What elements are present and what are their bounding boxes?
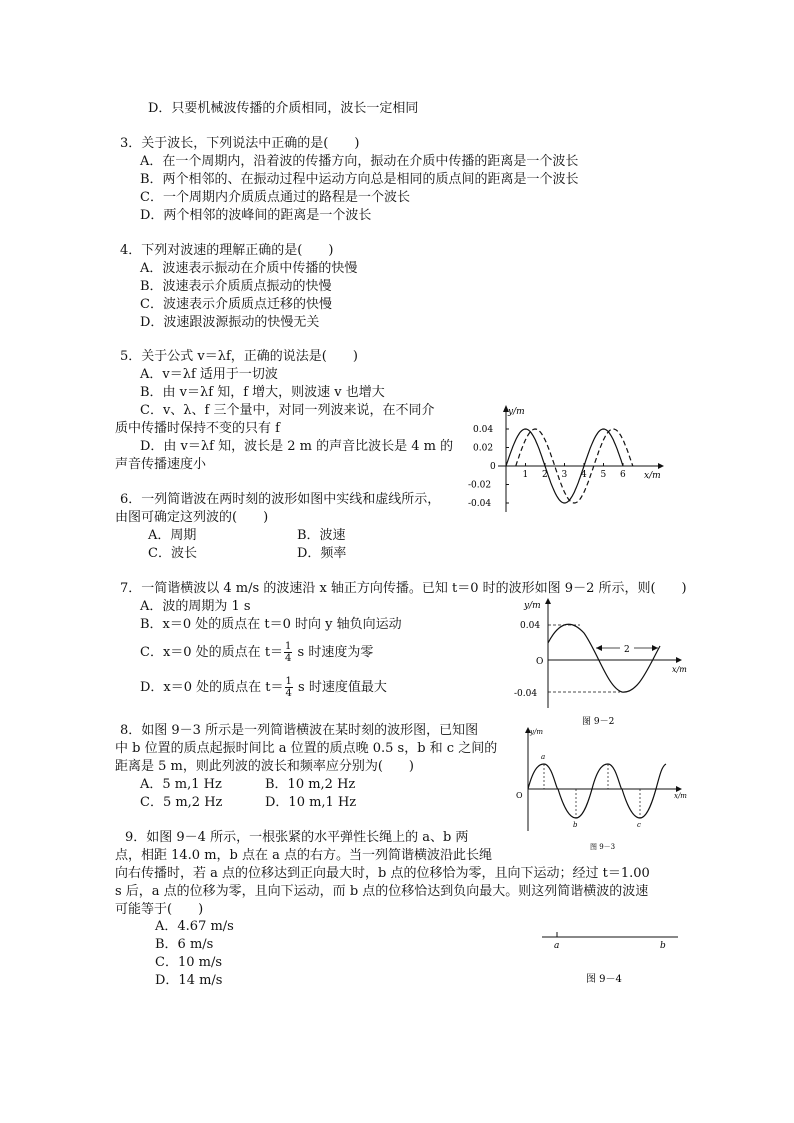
fig1-ytick-label: 0 [490, 462, 496, 472]
fig4-caption: 图 9－4 [586, 974, 622, 985]
q8-option-c: C．5 m,2 Hz [140, 795, 223, 810]
q7-option-c [140, 641, 373, 665]
fig1-y-label: y/m [508, 407, 525, 417]
q7-option-d [140, 676, 387, 700]
q4-option-c: C．波速表示介质质点迁移的快慢 [140, 297, 332, 312]
fig1-xtick-label: 5 [600, 470, 607, 480]
fig3-point-b: b [573, 821, 578, 829]
q9-stem-line2: 点，相距 14.0 m，b 点在 a 点的右方。当一列简谐横波沿此长绳 [115, 848, 493, 863]
q5-option-c-line1: C．v、λ、f 三个量中，对同一列波来说，在不同介 [140, 403, 435, 418]
q7-stem: 7．一简谐横波以 4 m/s 的波速沿 x 轴正方向传播。已知 t＝0 时的波形如图 9－2 所示，则( ) [120, 581, 687, 596]
q8-option-a: A．5 m,1 Hz [140, 777, 222, 792]
fig4-rope-diagram [540, 928, 700, 988]
fig2-y-hi: 0.04 [520, 621, 541, 631]
q5-option-c-line2: 质中传播时保持不变的只有 f [115, 421, 280, 436]
fig3-y-label: y/m [530, 728, 543, 736]
fig3-wave [528, 764, 666, 818]
q9-option-d: D．14 m/s [155, 973, 223, 988]
q6-stem-line1: 6．一列简谐波在两时刻的波形如图中实线和虚线所示， [120, 492, 441, 507]
fig2-distance-left-arrow [596, 645, 602, 651]
fig1-xtick-label: 3 [561, 470, 568, 480]
q9-stem-line1: 9．如图 9－4 所示，一根张紧的水平弹性长绳上的 a、b 两 [125, 830, 469, 845]
q4-stem: 4．下列对波速的理解正确的是( ) [120, 243, 334, 258]
fig4-point-a: a [554, 941, 560, 951]
q7-option-c-fraction [284, 641, 292, 664]
fig1-ytick-label: -0.02 [468, 480, 492, 491]
q9-option-b: B．6 m/s [155, 937, 214, 952]
q3-option-d: D．两个相邻的波峰间的距离是一个波长 [140, 208, 372, 223]
q7-option-a: A．波的周期为 1 s [140, 599, 251, 614]
q7-option-b: B．x＝0 处的质点在 t＝0 时向 y 轴负向运动 [140, 617, 402, 632]
fig1-ytick-label: 0.04 [473, 425, 494, 435]
fig2-y-label: y/m [524, 601, 541, 611]
q6-option-b: B．波速 [297, 528, 346, 543]
q4-option-b: B．波速表示介质质点振动的快慢 [140, 279, 332, 294]
fig2-origin: O [536, 657, 544, 667]
fig1-xtick-label: 4 [581, 470, 587, 480]
fig1-x-arrow [658, 463, 664, 469]
q5-option-b: B．由 v＝λf 知，f 增大，则波速 v 也增大 [140, 385, 385, 400]
q6-option-c: C．波长 [148, 546, 197, 561]
q6-option-a: A．周期 [148, 528, 197, 543]
fig3-origin: O [516, 791, 523, 800]
q8-stem-line3: 距离是 5 m，则此列波的波长和频率应分别为( ) [115, 759, 415, 774]
q8-stem-line1: 8．如图 9－3 所示是一列简谐横波在某时刻的波形图，已知图 [120, 723, 479, 738]
fig1-wave-chart [460, 400, 670, 520]
fig1-xtick-label: 2 [542, 470, 548, 480]
fig2-caption: 图 9－2 [582, 717, 615, 727]
fig2-distance-right-arrow [652, 645, 658, 651]
q3-option-c: C．一个周期内介质质点通过的路程是一个波长 [140, 190, 410, 205]
q6-option-d: D．频率 [297, 546, 347, 561]
q8-stem-line2: 中 b 位置的质点起振时间比 a 位置的质点晚 0.5 s，b 和 c 之间的 [115, 741, 498, 756]
fig1-xtick-label: 1 [522, 470, 529, 480]
fig3-point-c: c [637, 821, 641, 829]
fig1-ytick-label: 0.02 [473, 443, 494, 454]
q3-option-a: A．在一个周期内，沿着波的传播方向，振动在介质中传播的距离是一个波长 [140, 154, 579, 169]
q7-option-c-tail: s 时速度为零 [293, 645, 374, 660]
q9-option-a: A．4.67 m/s [155, 919, 234, 934]
fig3-x-label: x/m [674, 792, 687, 800]
fig3-wave-chart [510, 726, 700, 856]
fig2-wave-chart [510, 598, 700, 738]
fig3-caption: 图 9－3 [590, 843, 616, 851]
fig3-point-a: a [541, 753, 546, 761]
q3-option-b: B．两个相邻的、在振动过程中运动方向总是相同的质点间的距离是一个波长 [140, 172, 579, 187]
fig2-x-label: x/m [672, 665, 687, 674]
fig1-xtick-label: 6 [620, 470, 626, 480]
fraction-denominator: 4 [285, 653, 292, 664]
fig2-wave [548, 624, 660, 692]
q9-stem-line4: s 后，a 点的位移为零，且向下运动，而 b 点的位移恰达到负向最大。则这列简谐横波的波速 [115, 884, 649, 899]
fraction-numerator: 1 [285, 676, 292, 687]
q4-option-a: A．波速表示振动在介质中传播的快慢 [140, 261, 358, 276]
fig2-y-lo: -0.04 [514, 689, 538, 699]
q9-option-c: C．10 m/s [155, 955, 222, 970]
q5-option-a: A．v＝λf 适用于一切波 [140, 367, 278, 382]
fraction-denominator: 4 [285, 688, 292, 699]
q4-option-d: D．波速跟波源振动的快慢无关 [140, 315, 320, 330]
q2-option-d: D．只要机械波传播的介质相同，波长一定相同 [148, 101, 419, 116]
q5-option-d-line1: D．由 v＝λf 知，波长是 2 m 的声音比波长是 4 m 的 [140, 439, 454, 454]
fig2-y-arrow [545, 598, 551, 604]
q8-option-b: B．10 m,2 Hz [265, 777, 356, 792]
fraction-numerator: 1 [285, 641, 292, 652]
q8-option-d: D．10 m,1 Hz [265, 795, 357, 810]
q7-option-c-text: C．x＝0 处的质点在 t＝ [140, 645, 284, 660]
fig2-distance-label: 2 [624, 645, 630, 655]
fig4-point-b: b [660, 941, 666, 951]
q9-stem-line3: 向右传播时，若 a 点的位移达到正向最大时，b 点的位移恰为零，且向下运动；经过 t＝1.00 [115, 866, 650, 881]
fig2-x-arrow [676, 657, 682, 663]
q7-option-d-text: D．x＝0 处的质点在 t＝ [140, 680, 284, 695]
fig1-ytick-label: -0.04 [468, 499, 492, 509]
q7-option-d-fraction [285, 676, 293, 699]
q5-option-d-line2: 声音传播速度小 [115, 457, 207, 472]
q3-stem: 3．关于波长，下列说法中正确的是( ) [120, 136, 360, 151]
q9-stem-line5: 可能等于( ) [115, 902, 204, 917]
fig1-x-label: x/m [644, 471, 661, 481]
q7-option-d-tail: s 时速度值最大 [293, 680, 387, 695]
q6-stem-line2: 由图可确定这列波的( ) [115, 510, 269, 525]
q5-stem: 5．关于公式 v＝λf，正确的说法是( ) [120, 349, 358, 364]
